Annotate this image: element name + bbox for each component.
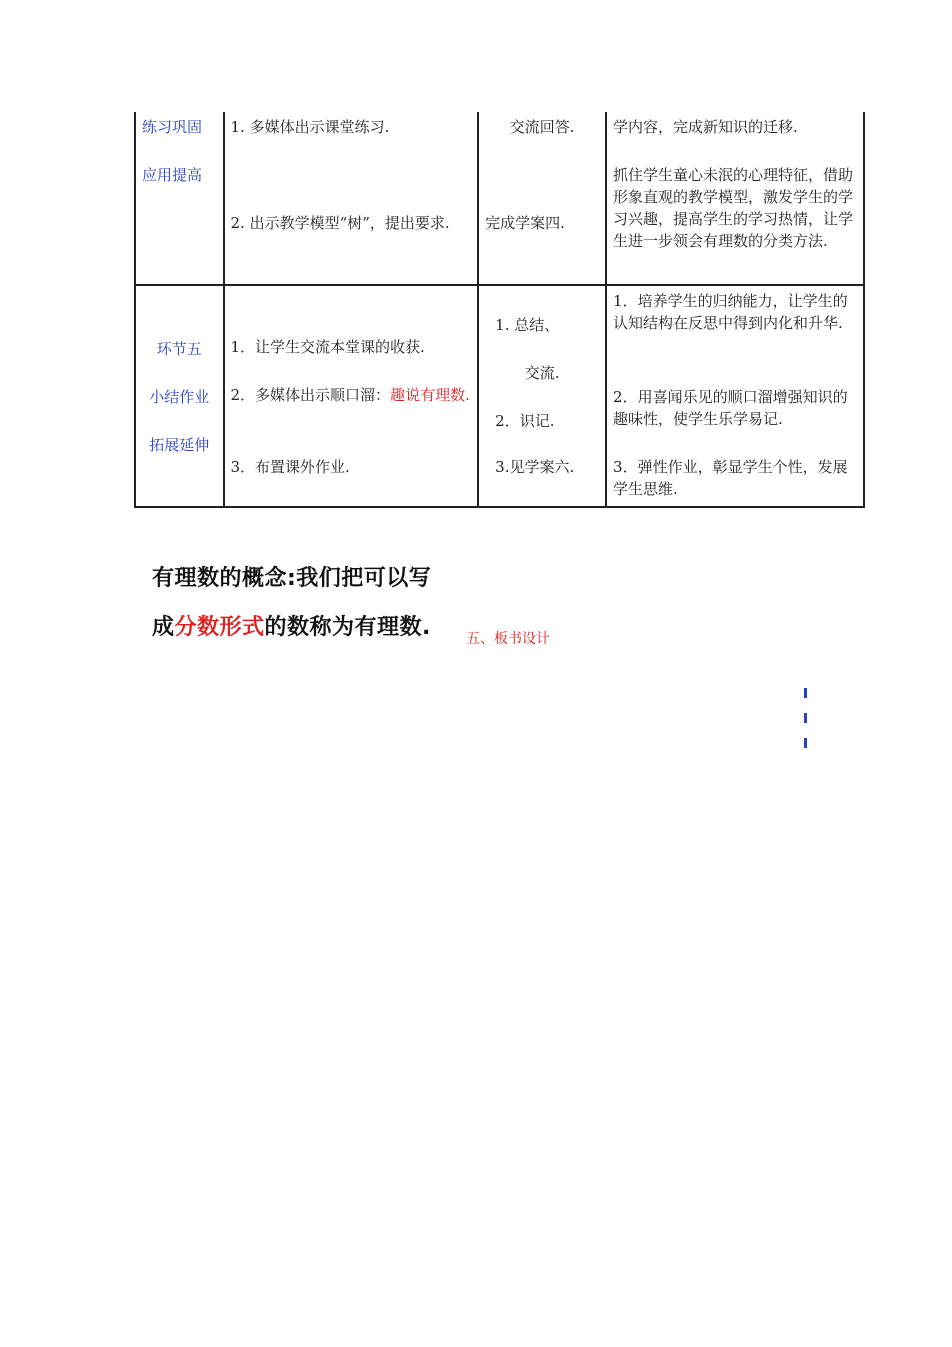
teacher-activity: 2. 出示教学模型“树”，提出要求.: [230, 214, 450, 232]
design-intent-cell: [606, 285, 864, 507]
concept-prefix: 成: [152, 615, 175, 640]
concept-heading-line-1: 有理数的概念:我们把可以写: [152, 566, 432, 591]
margin-mark: [804, 688, 810, 698]
student-activity: 1. 总结、: [495, 316, 560, 334]
section-heading: 五、板书设计: [466, 631, 550, 647]
concept-suffix: 的数称为有理数.: [264, 615, 431, 640]
teacher-activity: 3．布置课外作业.: [230, 458, 350, 476]
stage-label: 拓展延伸: [149, 436, 210, 454]
student-activity-cell: [478, 285, 606, 507]
stage-label: 练习巩固: [142, 118, 203, 136]
concept-highlight: 分数形式: [174, 615, 265, 640]
teacher-activity: 1. 多媒体出示课堂练习.: [230, 118, 390, 136]
teacher-activity-cell: [224, 112, 479, 285]
design-intent: 2．用喜闻乐见的顺口溜增强知识的趣味性，使学生乐学易记.: [613, 388, 848, 428]
table-row: [135, 285, 864, 507]
teacher-activity: 1．让学生交流本堂课的收获.: [230, 338, 425, 356]
student-activity: 交流.: [524, 364, 560, 382]
table-row: [135, 112, 864, 285]
design-intent: 抓住学生童心未泯的心理特征，借助形象直观的教学模型，激发学生的学习兴趣，提高学生的学习热情，让学生进一步领会有理数的分类方法.: [613, 166, 854, 250]
margin-mark: [804, 738, 810, 748]
teacher-activity: [231, 384, 472, 406]
student-activity: 交流回答.: [509, 118, 575, 136]
rhyme-title: 趣说有理数.: [390, 386, 470, 404]
student-activity: 3.见学案六.: [495, 458, 575, 476]
design-intent-cell: [606, 112, 864, 285]
student-activity-cell: [478, 112, 606, 285]
design-intent: 学内容，完成新知识的迁移.: [613, 118, 798, 136]
stage-label: 应用提高: [142, 166, 203, 184]
stage-cell: [135, 285, 224, 507]
stage-label: 小结作业: [149, 388, 210, 406]
student-activity: 2．识记.: [495, 412, 555, 430]
stage-cell: [135, 112, 224, 285]
concept-heading-line-2: [152, 610, 431, 641]
lesson-plan-table: [134, 112, 865, 508]
design-intent: 3．弹性作业，彰显学生个性，发展学生思维.: [613, 458, 848, 498]
stage-label: 环节五: [156, 340, 202, 358]
teacher-activity-cell: [224, 285, 479, 507]
design-intent: 1．培养学生的归纳能力，让学生的认知结构在反思中得到内化和升华.: [613, 292, 848, 332]
student-activity: 完成学案四.: [485, 214, 565, 232]
teacher-activity-prefix: 2．多媒体出示顺口溜：: [230, 386, 391, 404]
margin-mark: [804, 713, 810, 723]
